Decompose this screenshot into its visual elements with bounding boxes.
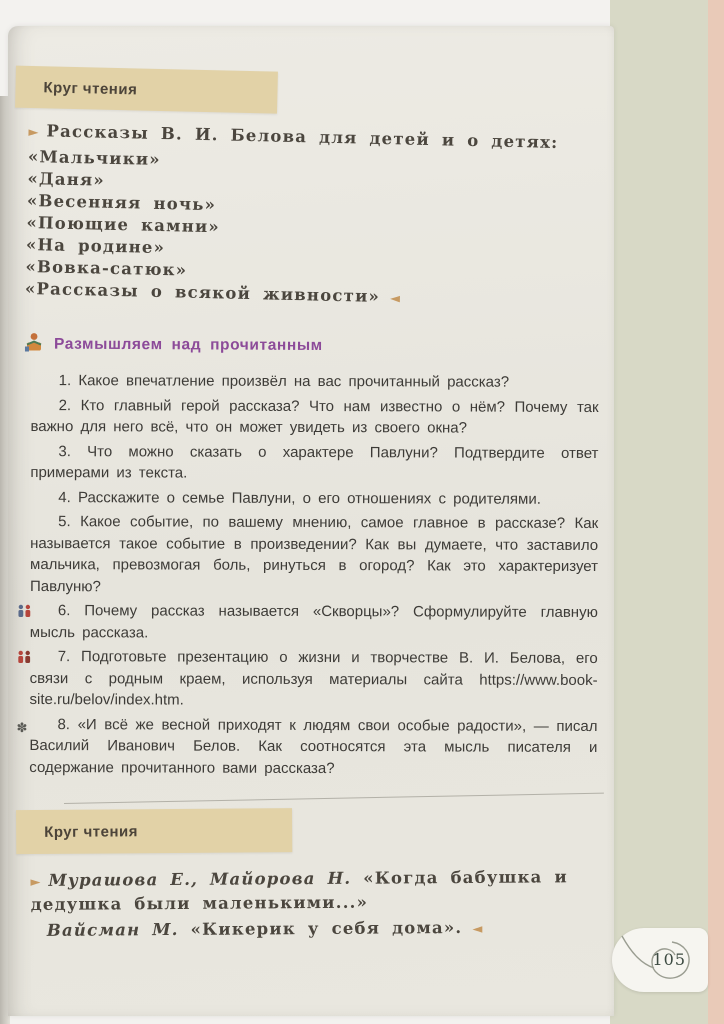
- textbook-page: [8, 26, 614, 1016]
- reading-circle-top-section: [25, 66, 598, 315]
- reading-circle-header-box: [15, 66, 278, 114]
- question-1: 1. Какое впечатление произвёл на вас прочитанный рассказ?: [58, 372, 510, 391]
- book-title: «Кикерик у себя дома».: [190, 917, 463, 939]
- pair-work-icon: [17, 649, 32, 672]
- list-end-arrow-icon: ◄: [389, 291, 401, 307]
- list-item: «Поющие камни»: [26, 212, 221, 237]
- reader-icon: [24, 330, 44, 357]
- book-title: «Когда бабушка и дедушка были маленькими...»: [30, 867, 568, 914]
- reading-circle-bottom-section: [30, 806, 599, 944]
- question-4: 4. Расскажите о семье Павлуни, о его отношениях с родителями.: [58, 488, 541, 508]
- list-item: [30, 866, 598, 916]
- list-end-arrow-icon: ◄: [472, 921, 483, 937]
- list-start-arrow-icon: ►: [28, 124, 39, 141]
- book-authors: Вайсман М.: [46, 919, 179, 940]
- list-item: «Мальчики»: [27, 146, 162, 169]
- question-8: ✽ 8. «И всё же весной приходят к людям свои особые радости», — писал Василий Иванович Белов. Как соотносятся эта мысль писателя и содержание прочитанного вами рассказа?: [16, 715, 598, 777]
- question-5: 5. Какое событие, по вашему мнению, самое главное в рассказе? Как называется такое событие в произведении? Как вы думаете, что заставило мальчика, превозмогая боль, ринуться в огород? Как это характеризует Павлуню?: [29, 513, 599, 595]
- question-3: 3. Что можно сказать о характере Павлуни? Подтвердите ответ примерами из текста.: [30, 442, 599, 482]
- list-item: «Рассказы о всякой живности» ◄: [24, 278, 401, 307]
- reading-circle-header: Круг чтения: [44, 822, 139, 841]
- question-7: 7. Подготовьте презентацию о жизни и творчестве В. И. Белова, его связи с родным краем, используя материалы сайта https://www.book-site.ru/belov/index.htm.: [30, 646, 598, 712]
- reading-list-bottom: [30, 866, 599, 944]
- list-item: «Вовка-сатюк»: [25, 256, 188, 280]
- list-item: [31, 916, 599, 944]
- reading-circle-header-box: [16, 808, 292, 854]
- section-divider: [64, 793, 604, 804]
- asterisk-icon: ✽: [16, 719, 28, 735]
- book-authors: Мурашова Е., Майорова Н.: [48, 868, 352, 890]
- reading-circle-header: Круг чтения: [43, 78, 138, 98]
- question-6: 6. Почему рассказ называется «Скворцы»? Сформулируйте главную мысль рассказа.: [30, 600, 598, 645]
- pair-work-icon: [17, 603, 32, 626]
- reading-list-top: [25, 120, 597, 315]
- page-number: 105: [652, 950, 686, 969]
- list-item: «Даня»: [27, 168, 106, 190]
- reflect-heading-row: [30, 331, 598, 361]
- reading-list-intro-text: Рассказы В. И. Белова для детей и о детях:: [46, 121, 559, 153]
- questions-block: [16, 370, 599, 780]
- photo-background-surface: [610, 0, 710, 1024]
- adjacent-page-edge: [708, 0, 724, 1024]
- list-start-arrow-icon: ►: [30, 874, 41, 890]
- question-2: 2. Кто главный герой рассказа? Что нам известно о нём? Почему так важно для него всё, что он может увидеть из своего окна?: [30, 396, 599, 437]
- reflect-heading: Размышляем над прочитанным: [53, 335, 323, 354]
- list-item: «Весенняя ночь»: [26, 190, 217, 215]
- page-number-tab: [612, 928, 708, 992]
- list-item: «На родине»: [25, 234, 166, 258]
